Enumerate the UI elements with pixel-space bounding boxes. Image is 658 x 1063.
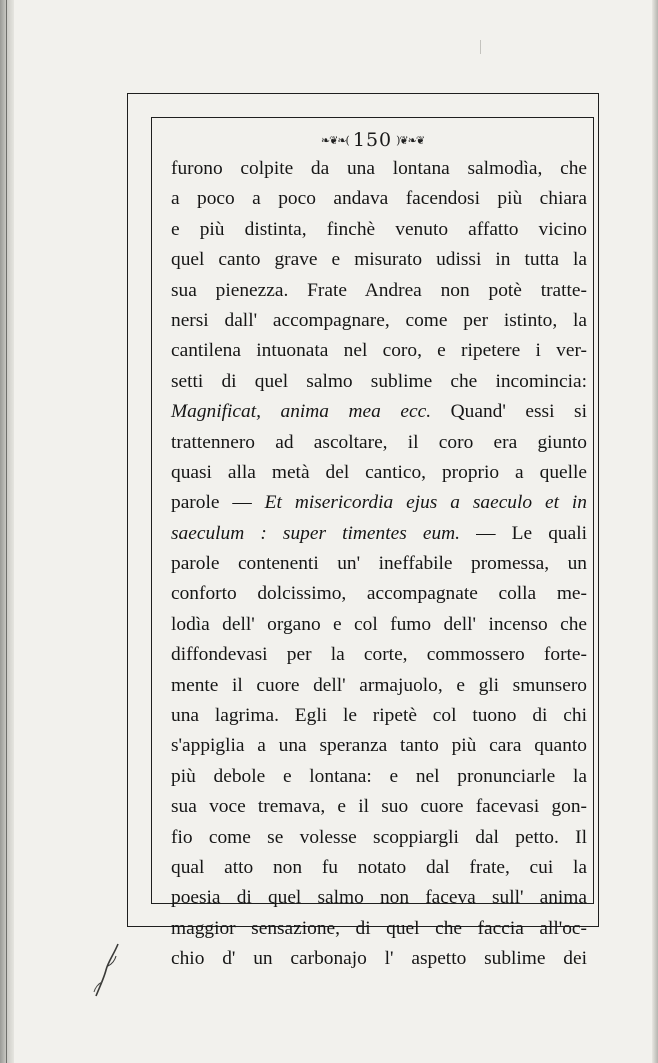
text-line: diffondevasi per la corte, commossero forte-	[171, 644, 587, 666]
text-line: e più distinta, finchè venuto affatto vicino	[171, 218, 587, 240]
ornament-left-icon: ❧❦❧(	[320, 133, 349, 147]
text-line: parole contenenti un' ineffabile promessa, un	[171, 553, 587, 575]
text-line: maggior sensazione, di quel che faccia all'oc-	[171, 917, 587, 939]
text-line: sua pienezza. Frate Andrea non potè tratte-	[171, 279, 587, 301]
text-line: qual atto non fu notato dal frate, cui la	[171, 856, 587, 878]
text-line: conforto dolcissimo, accompagnate colla me-	[171, 583, 587, 605]
text-line: s'appiglia a una speranza tanto più cara quanto	[171, 735, 587, 757]
page-right-edge-shadow	[652, 0, 658, 1063]
text-line: nersi dall' accompagnare, come per istinto, la	[171, 309, 587, 331]
text-line: mente il cuore dell' armajuolo, e gli smunsero	[171, 674, 587, 696]
text-line: quasi alla metà del cantico, proprio a quelle	[171, 461, 587, 483]
italic-phrase: saeculum : super timentes eum.	[171, 522, 461, 544]
italic-phrase: Magnificat, anima mea ecc.	[171, 401, 432, 423]
text-line: a poco a poco andava facendosi più chiara	[171, 188, 587, 210]
text-line	[171, 488, 587, 518]
text-line: quel canto grave e misurato udissi in tutta la	[171, 249, 587, 271]
text-line: una lagrima. Egli le ripetè col tuono di chi	[171, 705, 587, 727]
text-line: sua voce tremava, e il suo cuore facevasi gon-	[171, 796, 587, 818]
text-line: fio come se volesse scoppiargli dal petto. Il	[171, 826, 587, 848]
page-number: 150	[352, 129, 393, 151]
ornament-right-icon: )❦❧❦	[396, 133, 425, 147]
text-line: furono colpite da una lontana salmodìa, che	[171, 158, 587, 179]
text-span: — Le quali	[460, 522, 587, 544]
text-line	[171, 397, 587, 427]
text-line: setti di quel salmo sublime che incomincia:	[171, 370, 587, 392]
text-line: poesia di quel salmo non faceva sull' anima	[171, 887, 587, 909]
text-span: Quand' essi si	[431, 401, 587, 423]
page-header	[151, 127, 594, 153]
text-span: parole —	[171, 492, 265, 514]
body-text	[171, 154, 587, 975]
paper-mark	[480, 40, 481, 54]
page-left-edge-shadow	[0, 0, 14, 1063]
text-line: cantilena intuonata nel coro, e ripetere i ver-	[171, 340, 587, 362]
italic-phrase: Et misericordia ejus a saeculo et in	[264, 492, 587, 514]
text-line	[171, 519, 587, 549]
page-left-edge-line	[6, 0, 7, 1063]
text-line: trattennero ad ascoltare, il coro era giunto	[171, 431, 587, 453]
text-line: chio d' un carbonajo l' aspetto sublime dei	[171, 948, 587, 970]
text-line: più debole e lontana: e nel pronunciarle la	[171, 765, 587, 787]
ink-mark	[88, 940, 128, 1000]
text-line: lodìa dell' organo e col fumo dell' incenso che	[171, 613, 587, 635]
